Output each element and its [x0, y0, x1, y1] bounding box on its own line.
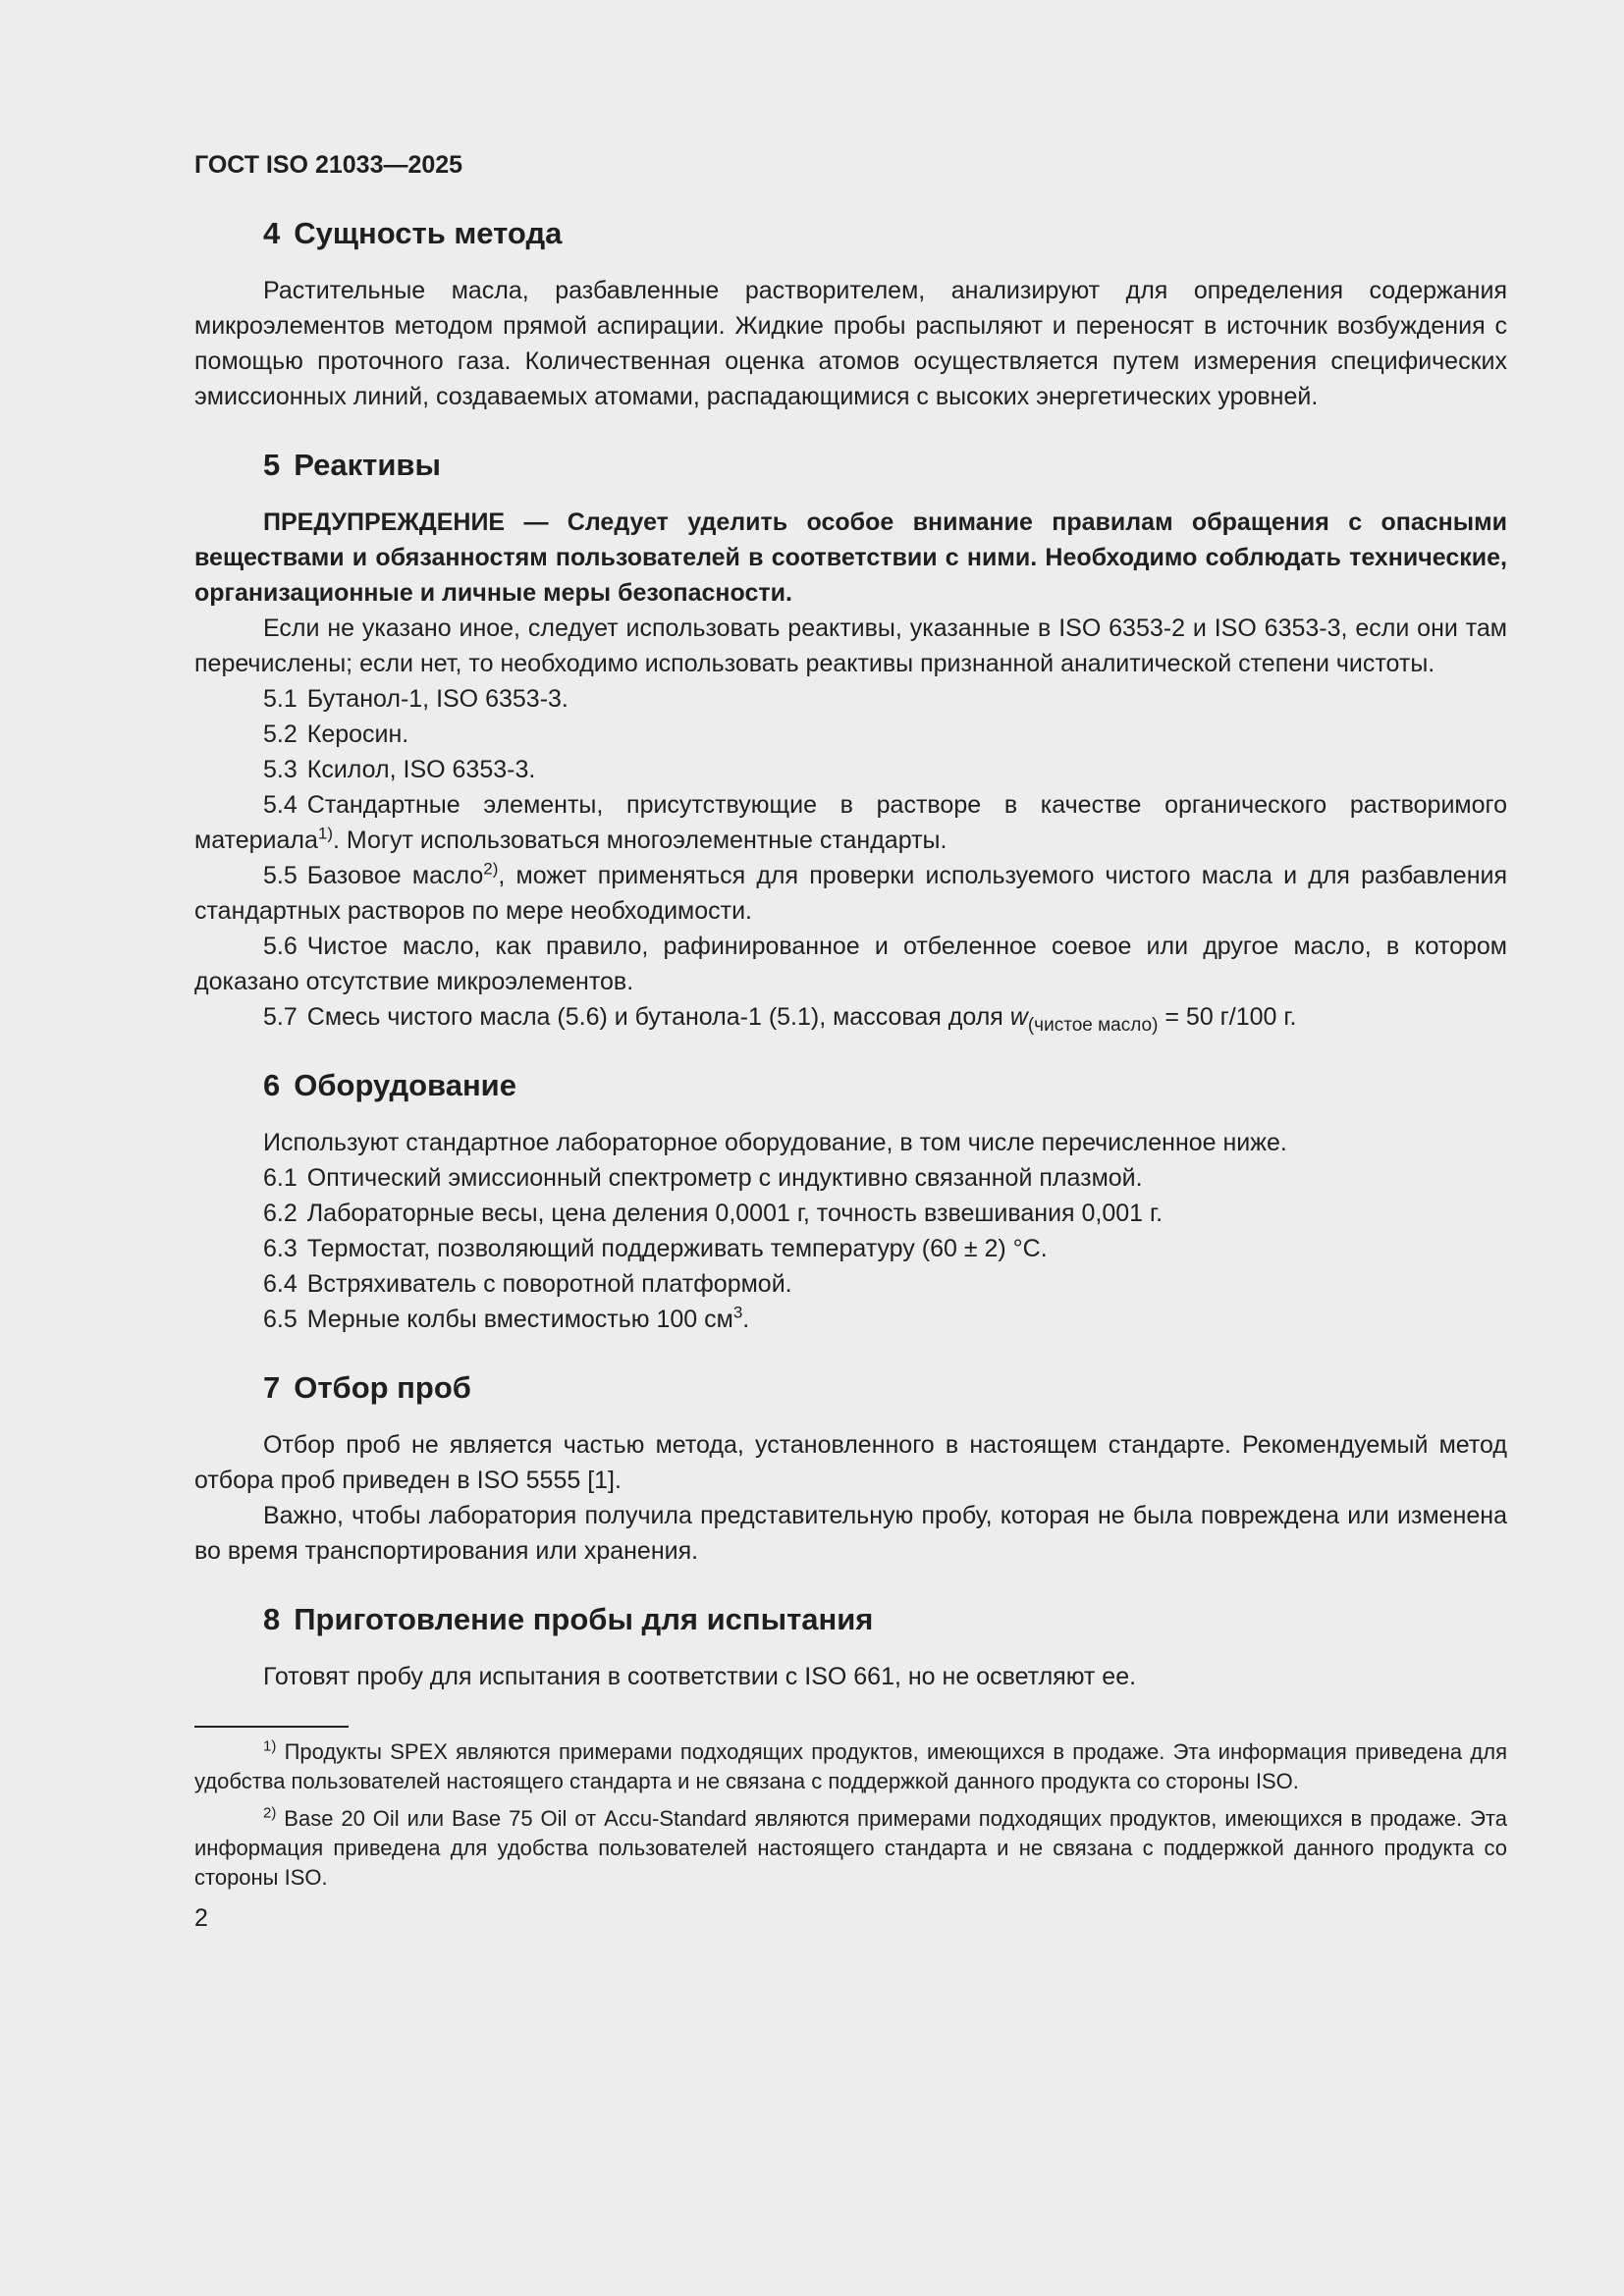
section-4-heading	[194, 214, 1507, 253]
item-number: 5.5	[263, 862, 298, 889]
footnote-divider	[194, 1726, 349, 1728]
section-number: 4	[263, 216, 281, 250]
footnote-text: Base 20 Oil или Base 75 Oil от Accu-Standard являются примерами подходящих продуктов, имеющихся в продаже. Эта информация приведена для удобства пользователей настоящего стандарта и не связана с поддержкой данного продукта со стороны ISO.	[194, 1806, 1507, 1890]
section-title: Оборудование	[294, 1068, 516, 1102]
footnote-2	[194, 1804, 1507, 1893]
section-7	[194, 1368, 1507, 1569]
list-item-5-4	[194, 787, 1507, 858]
footnotes	[194, 1737, 1507, 1893]
item-text: Лабораторные весы, цена деления 0,0001 г, точность взвешивания 0,001 г.	[306, 1200, 1164, 1227]
footnote-mark: 2)	[263, 1804, 277, 1822]
item-text: Чистое масло, как правило, рафинированное и отбеленное соевое или другое масло, в котором доказано отсутствие микроэлементов.	[194, 933, 1507, 995]
item-number: 5.3	[263, 756, 298, 783]
section-number: 5	[263, 448, 281, 482]
section-title: Сущность метода	[294, 216, 563, 250]
list-item-6-4	[194, 1266, 1507, 1302]
item-text-cont: = 50 г/100 г.	[1158, 1003, 1297, 1031]
footnote-ref[interactable]: 1)	[317, 824, 334, 843]
footnote-mark: 1)	[263, 1737, 277, 1755]
reagents-intro: Если не указано иное, следует использовать реактивы, указанные в ISO 6353-2 и ISO 6353-3, если они там перечислены; если нет, то необходимо использовать реактивы признанной аналитической степени чистоты.	[194, 614, 1507, 677]
list-item-5-7	[194, 999, 1507, 1035]
list-item-5-6	[194, 929, 1507, 999]
section-6	[194, 1066, 1507, 1337]
item-number: 6.2	[263, 1200, 298, 1227]
section-number: 8	[263, 1602, 281, 1636]
item-number: 5.7	[263, 1003, 298, 1031]
list-item-5-3	[194, 752, 1507, 787]
item-text: Термостат, позволяющий поддерживать температуру (60 ± 2) °С.	[306, 1235, 1048, 1262]
page-number: 2	[194, 1904, 208, 1932]
section-4	[194, 214, 1507, 414]
item-number: 6.1	[263, 1164, 298, 1192]
section-8-heading	[194, 1600, 1507, 1639]
item-text: Базовое масло	[306, 862, 484, 889]
warning-paragraph: ПРЕДУПРЕЖДЕНИЕ — Следует уделить особое внимание правилам обращения с опасными веществами и обязанностям пользователей в соответствии с ними. Необходимо соблюдать технические, организационные и личные меры безопасности.	[194, 508, 1507, 607]
superscript-exponent: 3	[732, 1303, 743, 1322]
section-title: Отбор проб	[294, 1370, 471, 1405]
item-text-cont: . Могут использоваться многоэлементные стандарты.	[333, 827, 947, 854]
list-item-5-1	[194, 681, 1507, 717]
section-5	[194, 446, 1507, 1035]
item-number: 5.2	[263, 721, 298, 748]
list-item-6-3	[194, 1231, 1507, 1266]
item-text: Встряхиватель с поворотной платформой.	[306, 1270, 792, 1298]
item-text-cont: .	[742, 1306, 750, 1333]
section-7-heading	[194, 1368, 1507, 1408]
list-item-6-1	[194, 1160, 1507, 1196]
section-7-paragraph-1: Отбор проб не является частью метода, установленного в настоящем стандарте. Рекомендуемый метод отбора проб приведен в ISO 5555 [1].	[194, 1431, 1507, 1494]
section-8-paragraph: Готовят пробу для испытания в соответствии с ISO 661, но не осветляют ее.	[263, 1663, 1137, 1690]
list-item-5-2	[194, 717, 1507, 752]
footnote-text: Продукты SPEX являются примерами подходящих продуктов, имеющихся в продаже. Эта информация приведена для удобства пользователей настоящего стандарта и не связана с поддержкой данного продукта со стороны ISO.	[194, 1739, 1507, 1793]
item-text: Ксилол, ISO 6353-3.	[306, 756, 536, 783]
item-number: 6.4	[263, 1270, 298, 1298]
section-6-heading	[194, 1066, 1507, 1105]
list-item-5-5	[194, 858, 1507, 929]
item-number: 5.1	[263, 685, 298, 713]
item-text-cont: , может применяться для проверки используемого чистого масла и для разбавления стандартных растворов по мере необходимости.	[194, 862, 1508, 925]
item-text: Мерные колбы вместимостью 100 см	[306, 1306, 733, 1333]
page-content	[194, 147, 1507, 1936]
section-8	[194, 1600, 1507, 1694]
footnote-1	[194, 1737, 1507, 1796]
item-text: Стандартные элементы, присутствующие в растворе в качестве органического растворимого материала	[194, 791, 1507, 854]
item-number: 5.4	[263, 791, 298, 819]
list-item-6-2	[194, 1196, 1507, 1231]
document-header: ГОСТ ISO 21033—2025	[194, 151, 463, 179]
item-text: Смесь чистого масла (5.6) и бутанола-1 (5.1), массовая доля	[306, 1003, 1010, 1031]
section-4-paragraph: Растительные масла, разбавленные растворителем, анализируют для определения содержания микроэлементов методом прямой аспирации. Жидкие пробы распыляют и переносят в источник возбуждения с помощью проточного газа. Количественная оценка атомов осуществляется путем измерения специфических эмиссионных линий, создаваемых атомами, распадающимися с высоких энергетических уровней.	[194, 277, 1507, 410]
section-5-heading	[194, 446, 1507, 485]
variable-w: w	[1009, 1003, 1028, 1031]
variable-subscript: (чистое масло)	[1027, 1015, 1159, 1036]
section-7-paragraph-2: Важно, чтобы лаборатория получила представительную пробу, которая не была повреждена или изменена во время транспортирования или хранения.	[194, 1502, 1507, 1565]
section-title: Приготовление пробы для испытания	[294, 1602, 874, 1636]
footnote-ref[interactable]: 2)	[483, 859, 499, 879]
item-number: 6.3	[263, 1235, 298, 1262]
section-number: 7	[263, 1370, 281, 1405]
list-item-6-5	[194, 1302, 1507, 1337]
item-text: Бутанол-1, ISO 6353-3.	[306, 685, 568, 713]
section-title: Реактивы	[294, 448, 441, 482]
equipment-intro: Используют стандартное лабораторное оборудование, в том числе перечисленное ниже.	[263, 1129, 1287, 1156]
item-text: Оптический эмиссионный спектрометр с индуктивно связанной плазмой.	[306, 1164, 1143, 1192]
item-text: Керосин.	[306, 721, 409, 748]
item-number: 6.5	[263, 1306, 298, 1333]
section-number: 6	[263, 1068, 281, 1102]
item-number: 5.6	[263, 933, 298, 960]
